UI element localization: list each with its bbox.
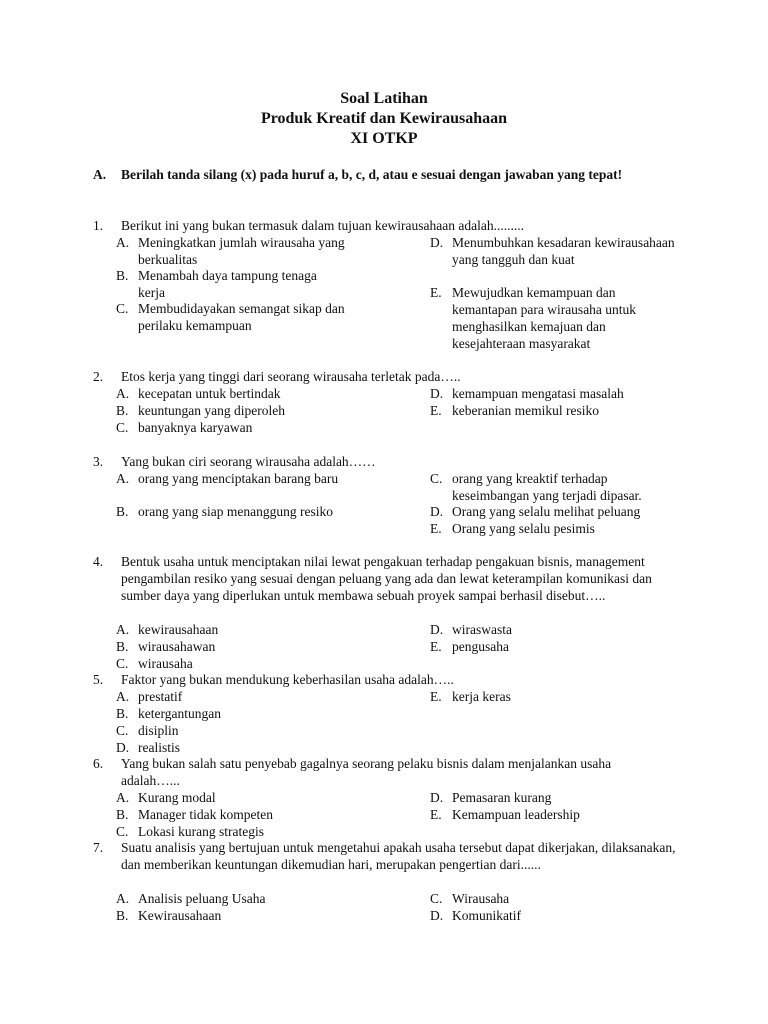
option-label: D.	[116, 740, 130, 755]
section-instruction-text: Berilah tanda silang (x) pada huruf a, b, c, d, atau e sesuai dengan jawaban yang tepat!	[121, 167, 623, 182]
section-letter: A.	[93, 167, 107, 182]
section-instruction	[93, 166, 673, 183]
option-a	[116, 385, 346, 402]
question-number: 6.	[93, 756, 104, 771]
option-label: B.	[116, 908, 129, 923]
option-label: C.	[430, 891, 443, 906]
option-text: Pemasaran kurang	[452, 790, 552, 805]
option-label: C.	[116, 723, 129, 738]
option-d	[430, 621, 680, 638]
option-c	[116, 300, 346, 334]
option-text: realistis	[138, 740, 180, 755]
option-text: Komunikatif	[452, 908, 521, 923]
option-text: Lokasi kurang strategis	[138, 824, 264, 839]
option-text: Kurang modal	[138, 790, 216, 805]
option-b	[116, 267, 346, 301]
option-a	[116, 470, 346, 487]
option-b	[116, 503, 346, 520]
option-d	[116, 739, 346, 756]
option-text: keuntungan yang diperoleh	[138, 403, 285, 418]
option-text: Orang yang selalu melihat peluang	[452, 504, 641, 519]
option-label: E.	[430, 689, 442, 704]
option-text: Menambah daya tampung tenaga kerja	[138, 268, 317, 300]
question-number: 2.	[93, 369, 104, 384]
option-text: banyaknya karyawan	[138, 420, 253, 435]
option-label: B.	[116, 504, 129, 519]
option-c	[430, 470, 680, 504]
option-d	[430, 503, 680, 520]
option-label: B.	[116, 268, 129, 283]
question-number: 3.	[93, 454, 104, 469]
option-text: Kewirausahaan	[138, 908, 222, 923]
option-e	[430, 402, 680, 419]
question-text: Yang bukan salah satu penyebab gagalnya seorang pelaku bisnis dalam menjalankan usaha adalah…...	[121, 756, 612, 788]
option-e	[430, 806, 680, 823]
option-label: A.	[116, 790, 130, 805]
option-e	[430, 520, 680, 537]
option-e	[430, 284, 680, 352]
option-e	[430, 638, 680, 655]
option-text: orang yang kreaktif terhadap keseimbangan yang terjadi dipasar.	[452, 471, 642, 503]
option-c	[116, 655, 346, 672]
question-text: Suatu analisis yang bertujuan untuk mengetahui apakah usaha tersebut dapat dikerjakan, dilaksanakan, dan memberikan keuntungan dikemudian hari, merupakan pengertian dari......	[121, 840, 676, 872]
option-text: Manager tidak kompeten	[138, 807, 273, 822]
option-label: C.	[116, 301, 129, 316]
option-label: E.	[430, 639, 442, 654]
option-text: kecepatan untuk bertindak	[138, 386, 281, 401]
option-c	[116, 823, 346, 840]
option-label: E.	[430, 285, 442, 300]
option-e	[430, 688, 680, 705]
option-b	[116, 402, 346, 419]
option-label: D.	[430, 235, 444, 250]
option-text: orang yang siap menanggung resiko	[138, 504, 333, 519]
option-text: Membudidayakan semangat sikap dan perilaku kemampuan	[138, 301, 345, 333]
option-label: B.	[116, 639, 129, 654]
option-label: D.	[430, 622, 444, 637]
option-text: Orang yang selalu pesimis	[452, 521, 595, 536]
option-text: Mewujudkan kemampuan dan kemantapan para wirausaha untuk menghasilkan kemajuan dan kesejahteraan masyarakat	[452, 285, 637, 351]
option-label: E.	[430, 521, 442, 536]
option-label: B.	[116, 706, 129, 721]
option-a	[116, 789, 346, 806]
option-text: pengusaha	[452, 639, 509, 654]
option-c	[430, 890, 680, 907]
option-label: E.	[430, 807, 442, 822]
option-label: D.	[430, 386, 444, 401]
option-label: D.	[430, 504, 444, 519]
question-text: Faktor yang bukan mendukung keberhasilan usaha adalah…..	[121, 672, 454, 687]
option-a	[116, 621, 346, 638]
option-text: wirausahawan	[138, 639, 216, 654]
option-label: A.	[116, 471, 130, 486]
option-label: B.	[116, 807, 129, 822]
option-label: E.	[430, 403, 442, 418]
option-text: orang yang menciptakan barang baru	[138, 471, 339, 486]
option-a	[116, 688, 346, 705]
option-label: C.	[116, 420, 129, 435]
option-a	[116, 234, 346, 268]
option-d	[430, 789, 680, 806]
option-text: Menumbuhkan kesadaran kewirausahaan yang tangguh dan kuat	[452, 235, 675, 267]
option-label: D.	[430, 908, 444, 923]
option-b	[116, 638, 346, 655]
option-text: Kemampuan leadership	[452, 807, 580, 822]
option-text: prestatif	[138, 689, 183, 704]
option-text: kewirausahaan	[138, 622, 219, 637]
option-label: A.	[116, 622, 130, 637]
option-label: D.	[430, 790, 444, 805]
option-text: disiplin	[138, 723, 179, 738]
option-a	[116, 890, 346, 907]
question-number: 4.	[93, 554, 104, 569]
document-class: XI OTKP	[350, 130, 418, 147]
question-text: Berikut ini yang bukan termasuk dalam tujuan kewirausahaan adalah.........	[121, 218, 525, 233]
option-c	[116, 722, 346, 739]
option-text: keberanian memikul resiko	[452, 403, 599, 418]
question-number: 7.	[93, 840, 104, 855]
option-d	[430, 385, 680, 402]
option-b	[116, 705, 346, 722]
question-text: Etos kerja yang tinggi dari seorang wirausaha terletak pada…..	[121, 369, 461, 384]
option-c	[116, 419, 346, 436]
option-text: wiraswasta	[452, 622, 512, 637]
option-text: Analisis peluang Usaha	[138, 891, 266, 906]
option-label: A.	[116, 386, 130, 401]
option-text: Meningkatkan jumlah wirausaha yang berkualitas	[138, 235, 345, 267]
option-d	[430, 907, 680, 924]
option-b	[116, 806, 346, 823]
document-title: Soal Latihan	[340, 90, 428, 107]
question-number: 1.	[93, 218, 104, 233]
option-text: ketergantungan	[138, 706, 221, 721]
option-label: A.	[116, 891, 130, 906]
option-label: B.	[116, 403, 129, 418]
option-label: A.	[116, 235, 130, 250]
option-text: kerja keras	[452, 689, 511, 704]
question-text: Bentuk usaha untuk menciptakan nilai lewat pengakuan terhadap pengakuan bisnis, management pengambilan resiko yang sesuai dengan peluang yang ada dan lewat keterampilan komunikasi dan sumber daya yang diperlukan untuk membawa sebuah proyek sampai berhasil disebut…..	[121, 554, 652, 603]
option-d	[430, 234, 680, 268]
option-text: kemampuan mengatasi masalah	[452, 386, 624, 401]
option-label: A.	[116, 689, 130, 704]
option-text: Wirausaha	[452, 891, 510, 906]
question-text: Yang bukan ciri seorang wirausaha adalah……	[121, 454, 376, 469]
document-subject: Produk Kreatif dan Kewirausahaan	[260, 110, 508, 127]
option-b	[116, 907, 346, 924]
option-text: wirausaha	[138, 656, 193, 671]
question-number: 5.	[93, 672, 104, 687]
option-label: C.	[430, 471, 443, 486]
option-label: C.	[116, 824, 129, 839]
option-label: C.	[116, 656, 129, 671]
